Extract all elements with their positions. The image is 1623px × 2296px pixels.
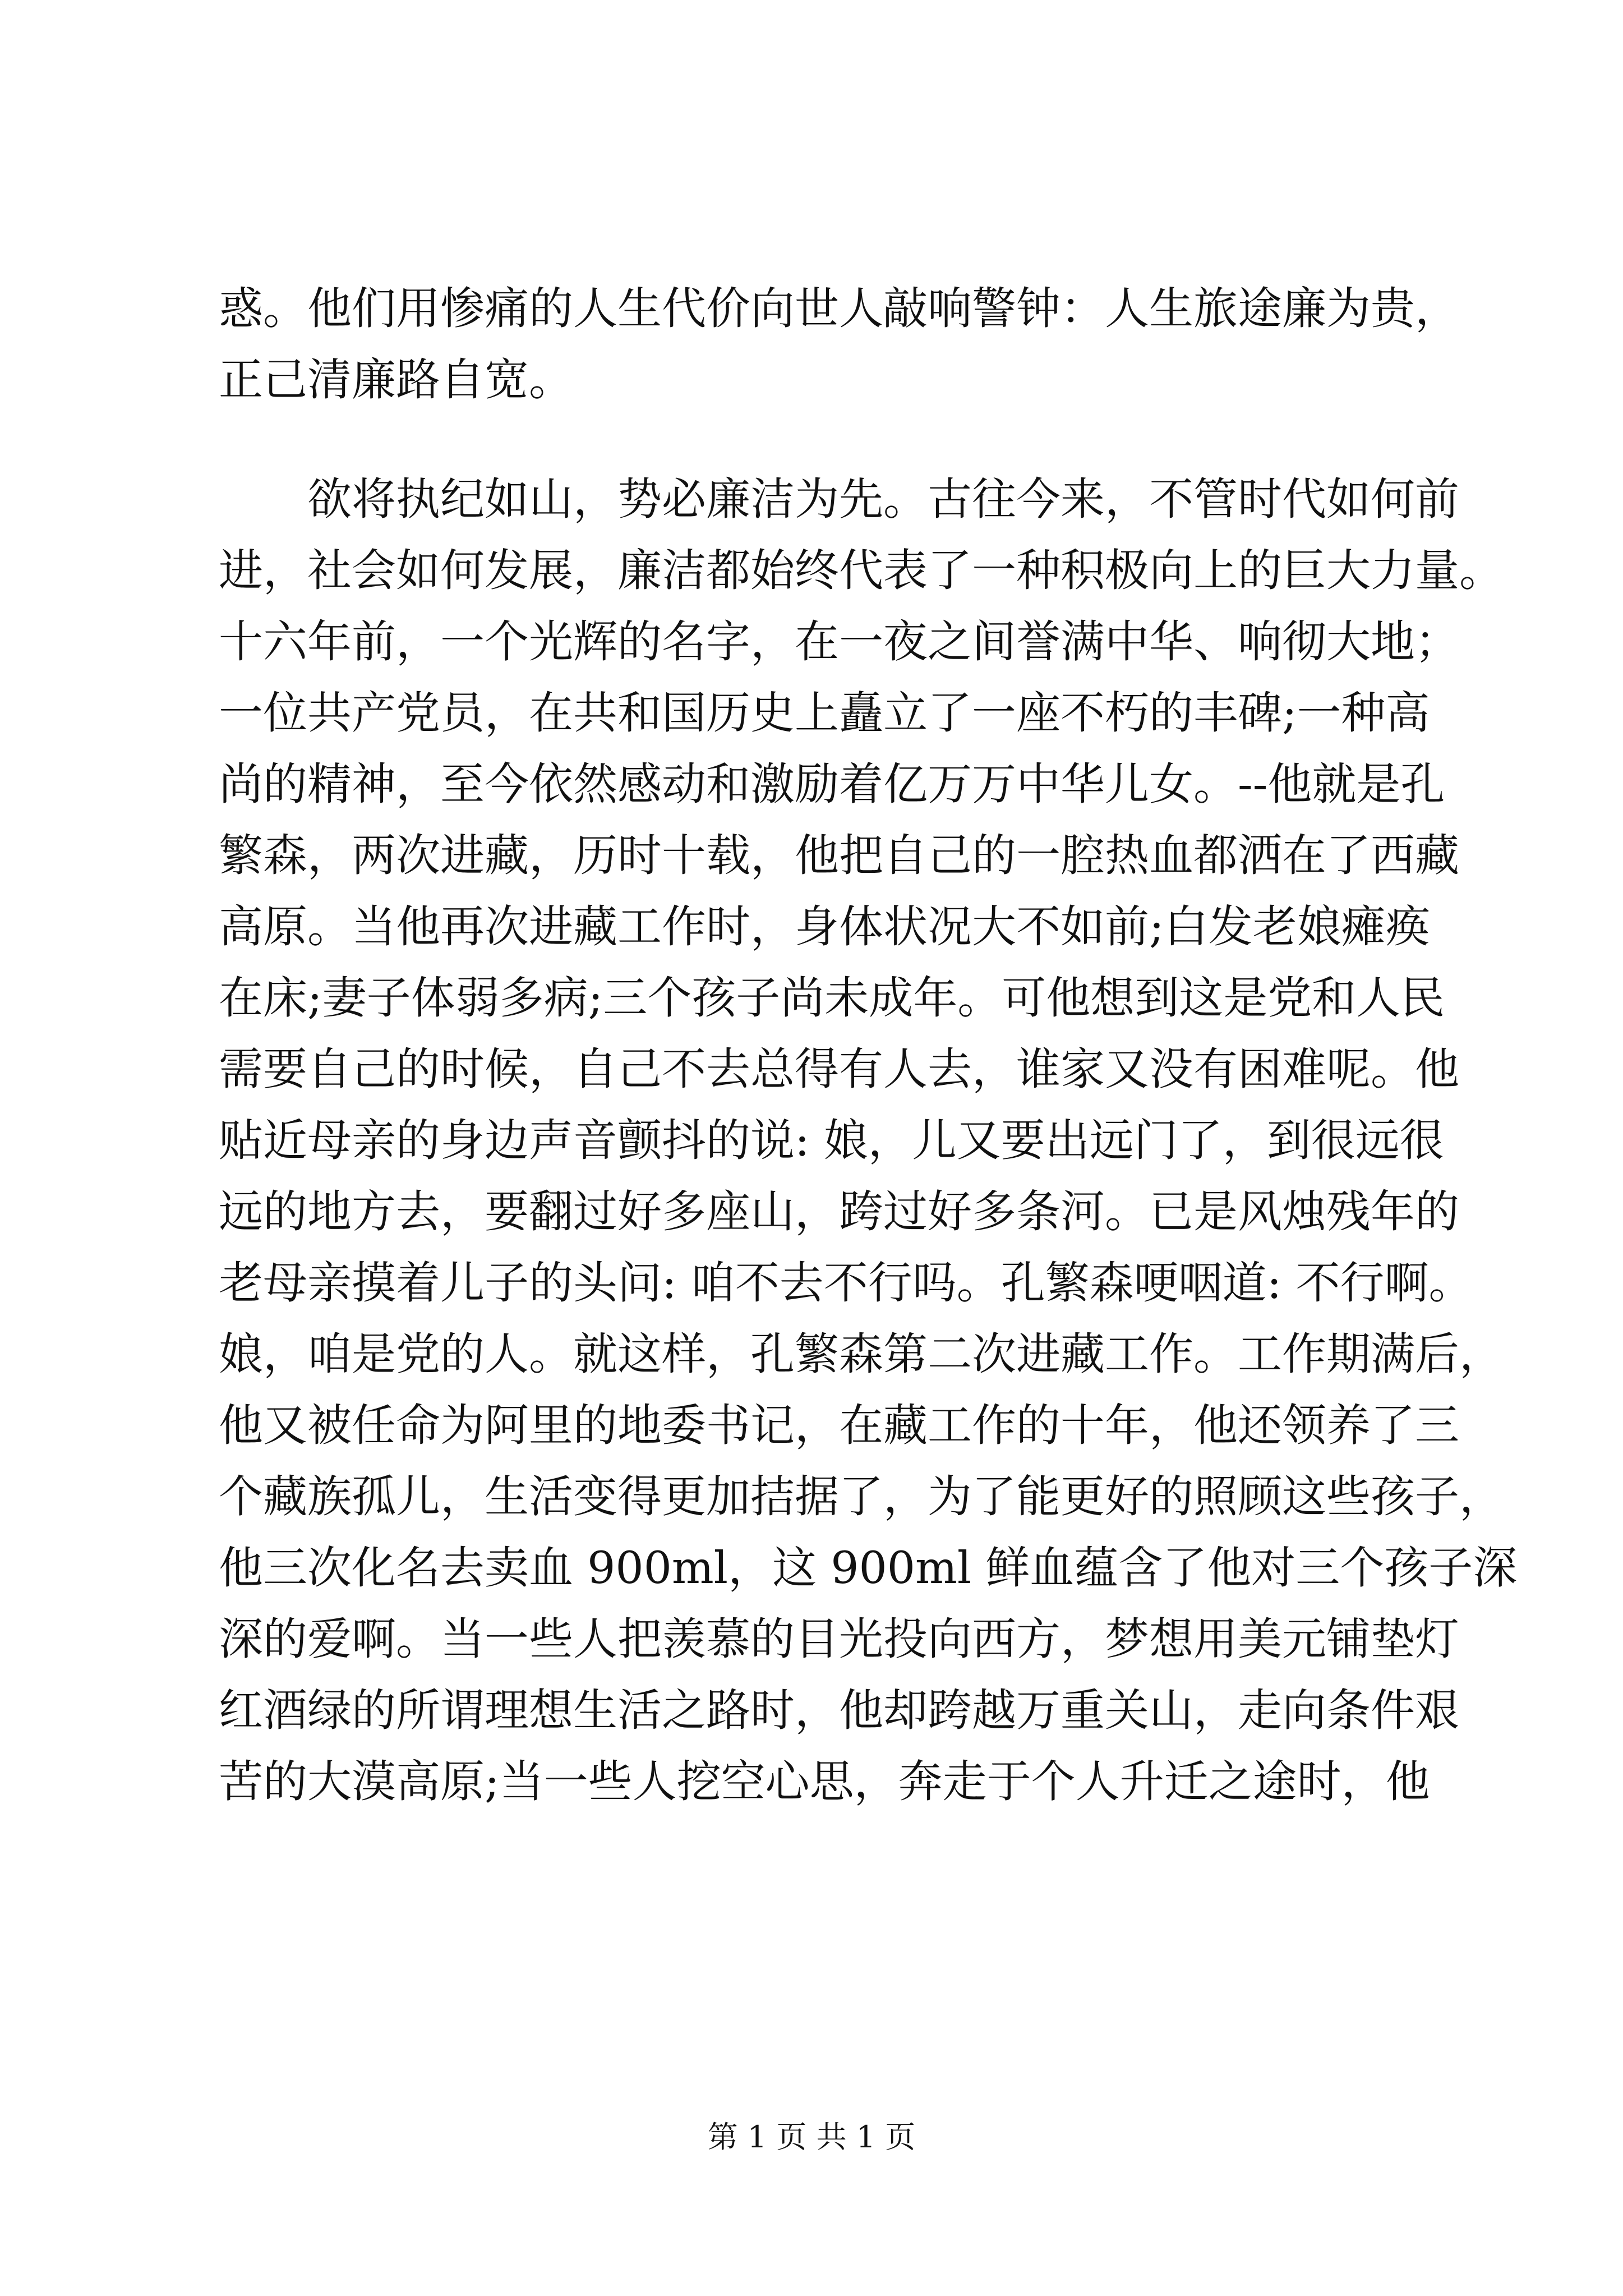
text-line: 在床;妻子体弱多病;三个孩子尚未成年。可他想到这是党和人民 (219, 972, 1445, 1024)
text-line: 进，社会如何发展，廉洁都始终代表了一种积极向上的巨大力量。 (219, 545, 1504, 596)
text-line: 个藏族孤儿，生活变得更加拮据了，为了能更好的照顾这些孩子， (219, 1471, 1504, 1522)
text-line: 欲将执纪如山，势必廉洁为先。古往今来，不管时代如何前 (307, 473, 1459, 525)
text-line: 十六年前，一个光辉的名字，在一夜之间誉满中华、响彻大地； (219, 616, 1459, 668)
text-line: 老母亲摸着儿子的头问: 咱不去不行吗。孔繁森哽咽道: 不行啊。 (219, 1257, 1473, 1309)
text-line: 苦的大漠高原;当一些人挖空心思，奔走于个人升迁之途时，他 (219, 1756, 1430, 1807)
page-number-label: 第 1 页 共 1 页 (707, 2119, 916, 2155)
text-line: 惑。他们用惨痛的人生代价向世人敲响警钟：人生旅途廉为贵， (219, 283, 1459, 334)
text-line: 红酒绿的所谓理想生活之路时，他却跨越万重关山，走向条件艰 (219, 1685, 1459, 1736)
page-footer (0, 2115, 1623, 2160)
text-line: 他三次化名去卖血 900ml，这 900ml 鲜血蕴含了他对三个孩子深 (219, 1542, 1518, 1594)
text-line: 他又被任命为阿里的地委书记，在藏工作的十年，他还领养了三 (219, 1400, 1459, 1451)
text-line: 尚的精神，至今依然感动和激励着亿万万中华儿女。--他就是孔 (219, 758, 1445, 810)
text-line: 远的地方去，要翻过好多座山，跨过好多条河。已是风烛残年的 (219, 1186, 1459, 1237)
text-line: 一位共产党员，在共和国历史上矗立了一座不朽的丰碑;一种高 (219, 687, 1430, 739)
text-line: 正己清廉路自宽。 (219, 354, 573, 406)
text-line: 高原。当他再次进藏工作时，身体状况大不如前;白发老娘瘫痪 (219, 901, 1430, 953)
text-line: 深的爱啊。当一些人把羡慕的目光投向西方，梦想用美元铺垫灯 (219, 1613, 1459, 1665)
text-line: 繁森，两次进藏，历时十载，他把自己的一腔热血都洒在了西藏 (219, 830, 1459, 881)
text-line: 娘，咱是党的人。就这样，孔繁森第二次进藏工作。工作期满后， (219, 1328, 1504, 1380)
text-line: 贴近母亲的身边声音颤抖的说: 娘，儿又要出远门了，到很远很 (219, 1115, 1444, 1166)
text-line: 需要自己的时候，自己不去总得有人去，谁家又没有困难呢。他 (219, 1043, 1459, 1095)
